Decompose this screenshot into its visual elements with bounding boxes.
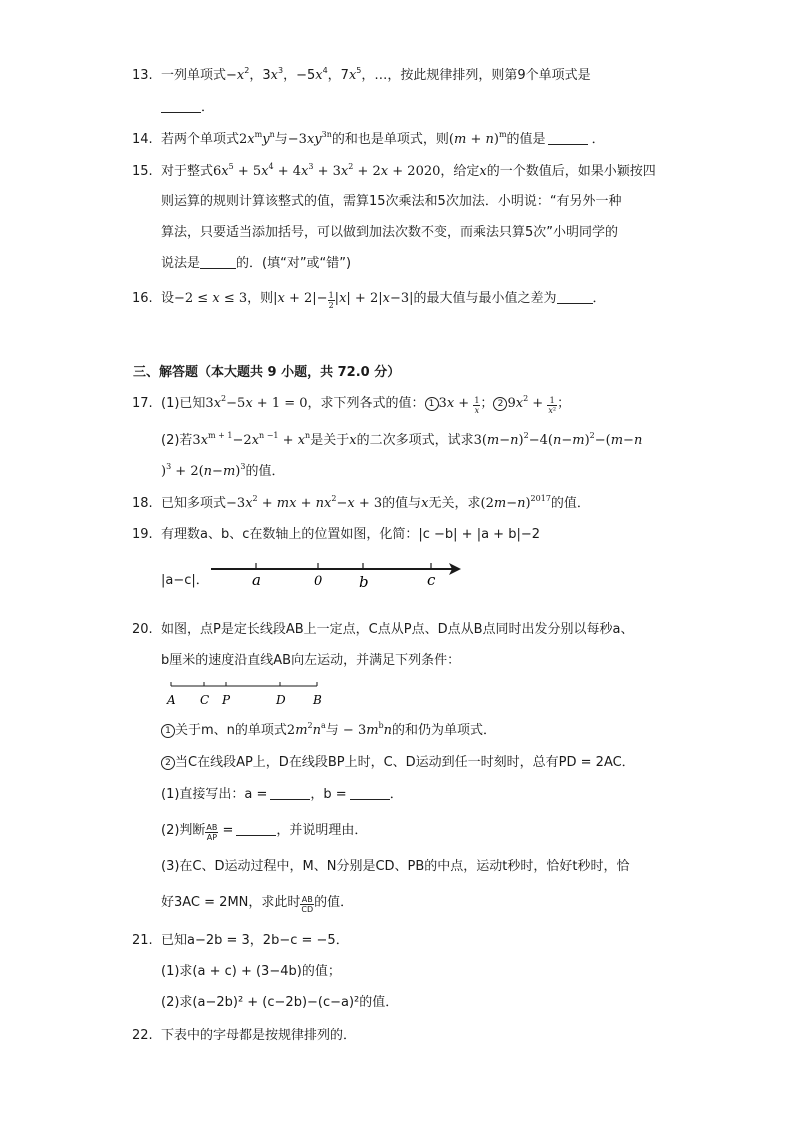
q20-condition-2: 2 当C在线段AP上，D在线段BP上时，C、D运动到任一时刻时，总有PD = 2AC．	[161, 754, 635, 772]
q22-number: 22.	[132, 1028, 153, 1043]
q20-part1: (1)直接写出：a = ，b = ．	[161, 787, 403, 802]
q20-a-blank[interactable]	[270, 787, 310, 800]
q20-line1: 如图，点P是定长线段AB上一定点，C点从P点、D点从B点同时出发分别以每秒a、	[161, 622, 634, 637]
q22-line: 下表中的字母都是按规律排列的．	[161, 1028, 357, 1043]
q18-line: 已知多项式$-3x^2$ + mx + $nx^2-x + 3$的值与x无关，求$(2m-n)^{2017}$的值．	[161, 494, 590, 511]
segment-figure	[165, 677, 330, 711]
q20-part2: (2)判断 $\frac{AB}{AP}$ = ，并说明理由．	[161, 823, 368, 842]
label-0: 0	[314, 574, 323, 589]
q20-number: 20.	[132, 622, 153, 637]
q19-line1: 有理数a、b、c在数轴上的位置如图，化简：|c −b| + |a + b|−2	[161, 527, 541, 542]
label-P: P	[222, 693, 231, 707]
q13-line1: 一列单项式$-x^2$，$3x^3$，$-5x^4$，$7x^5$，…，按此规律排列，则第9个单项式是	[161, 66, 591, 83]
label-C: C	[200, 693, 210, 707]
label-B: B	[313, 693, 322, 707]
q16-line: 设−2 ≤ x ≤ 3，则|x + 2|− $\frac{1}{2}$ |x| + 2|x−3|的最大值与最小值之差为 ．	[161, 291, 606, 310]
q13-line2: ．	[161, 99, 214, 117]
q15-line3: 算法，只要适当添加括号，可以做到加法次数不变，而乘法只算5次”小明同学的	[161, 225, 619, 240]
label-c: c	[427, 571, 436, 589]
q15-line2: 则运算的规则计算该整式的值，需算15次乘法和5次加法．小明说：“有另外一种	[161, 194, 622, 209]
label-D: D	[276, 693, 286, 707]
q18-number: 18.	[132, 496, 153, 511]
q21-line2: (1)求(a + c) + (3−4b)的值；	[161, 964, 341, 979]
q17-number: 17.	[132, 396, 153, 411]
label-a: a	[252, 571, 261, 589]
q20-part3-line1: (3)在C、D运动过程中，M、N分别是CD、PB的中点，运动t秒时，恰好t秒时，恰	[161, 859, 630, 874]
q19-line2: |a−c|．	[161, 573, 209, 588]
q15-line1: 对于整式$6x^5 + 5x^4 + 4x^3 + 3x^2 + 2x + 2020$，给定x的一个数值后，如果小颖按四	[161, 162, 656, 179]
label-b: b	[359, 573, 369, 591]
q20-b-blank[interactable]	[350, 787, 390, 800]
q21-line3: (2)求(a−2b)² + (c−2b)−(c−a)²的值．	[161, 995, 399, 1010]
q16-answer-blank[interactable]	[557, 291, 593, 304]
q17-line2: (2)若$3x^{m + 1}-2x^{n -1} + x^n$是关于x的二次多项式，试求$3(m-n)^2-4(n-m)^2-(m-n$	[161, 431, 643, 448]
number-line-figure	[205, 555, 467, 595]
q20-part3-line2: 好3AC = 2MN，求此时 $\frac{AB}{CD}$ 的值．	[161, 895, 354, 914]
q17-line3: )$^3 + 2(n-m)^3$的值．	[161, 462, 285, 479]
q15-number: 15.	[132, 164, 153, 179]
q14-answer-blank[interactable]	[548, 132, 588, 145]
q21-line1: 已知a−2b = 3，2b−c = −5．	[161, 933, 349, 948]
q13-answer-blank[interactable]	[161, 100, 201, 113]
q21-number: 21.	[132, 933, 153, 948]
q15-line4: 说法是 的．(填“对”或“错”)	[161, 256, 352, 271]
label-A: A	[167, 693, 176, 707]
q16-number: 16.	[132, 291, 153, 306]
q13-number: 13.	[132, 68, 153, 83]
q19-number: 19.	[132, 527, 153, 542]
q14-line: 若两个单项式$2x^my^n$与$-3xy^{3n}$的和也是单项式，则$(m + n)^m$的值是 ．	[161, 130, 605, 147]
q15-answer-blank[interactable]	[200, 256, 236, 269]
section-3-heading: 三、解答题（本大题共 9 小题，共 72.0 分）	[133, 365, 401, 380]
q14-number: 14.	[132, 132, 153, 147]
q20-condition-1: 1 关于m、n的单项式$2m^2n^a$与 − $3m^bn$的和仍为单项式．	[161, 722, 496, 740]
q17-line1: (1)已知$3x^2-5x + 1 = 0$，求下列各式的值： 1 3x + $\frac{1}{x}$ ； 2 $9x^2$ + $\frac{1}{\text{x²}}$ ；	[161, 394, 571, 415]
q20-ratio-blank[interactable]	[236, 823, 276, 836]
q20-line2: b厘米的速度沿直线AB向左运动，并满足下列条件：	[161, 653, 461, 668]
